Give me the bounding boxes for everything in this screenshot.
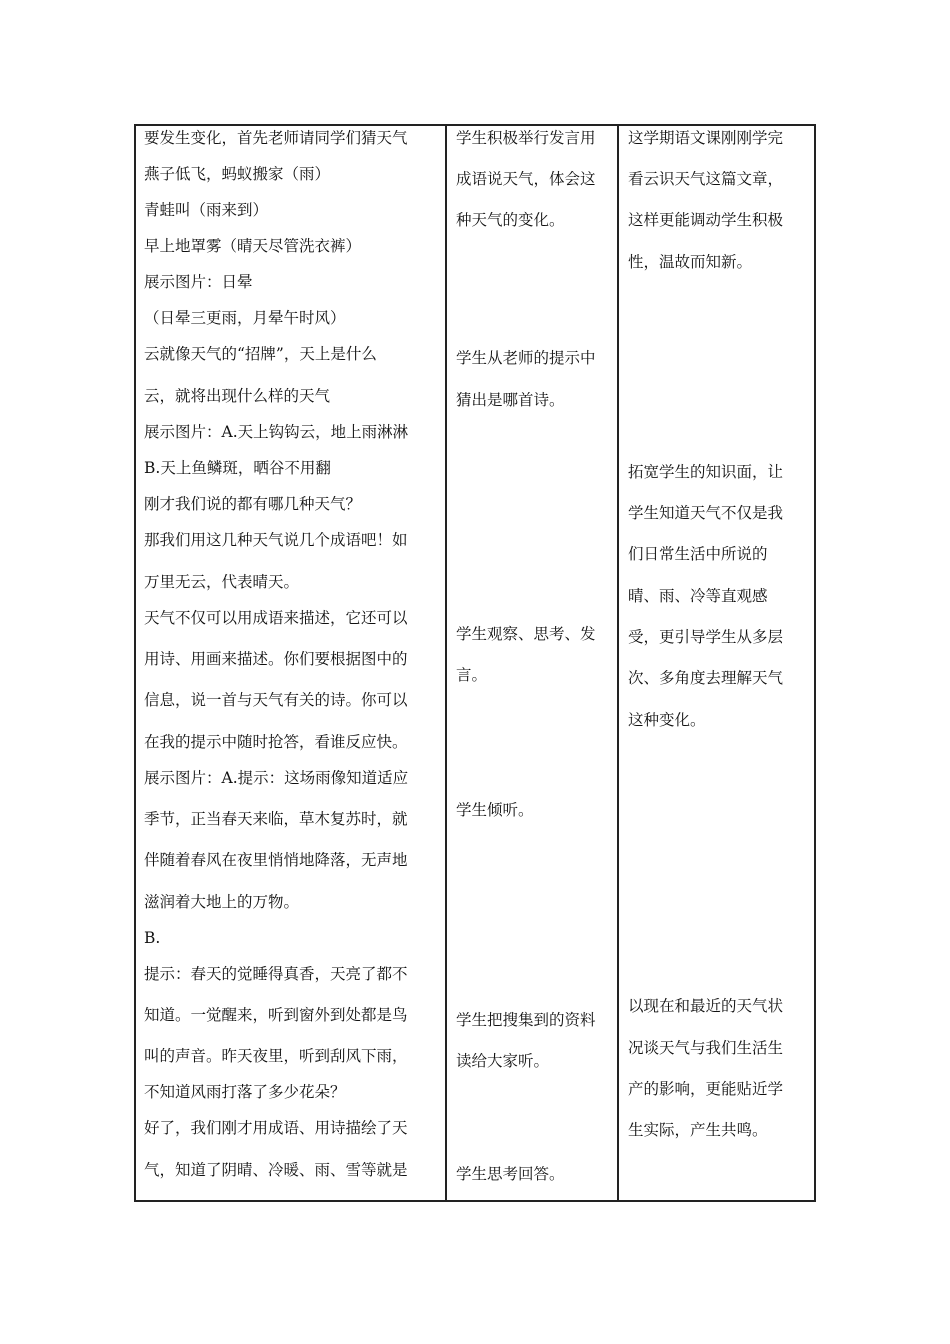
text-line: 叫的声音。昨天夜里，听到刮风下雨， xyxy=(144,1047,408,1065)
text-line: 早上地罩雾（晴天尽管洗衣裤） xyxy=(144,237,362,255)
text-line: B.天上鱼鳞斑，晒谷不用翻 xyxy=(144,459,331,477)
text-line: 学生知道天气不仅是我 xyxy=(628,504,784,522)
text-line: 况谈天气与我们生活生 xyxy=(628,1039,784,1057)
text-line: 学生观察、思考、发 xyxy=(456,625,596,643)
text-line: 成语说天气，体会这 xyxy=(456,170,596,188)
text-line: 拓宽学生的知识面，让 xyxy=(628,463,784,481)
text-line: 这样更能调动学生积极 xyxy=(628,211,784,229)
text-line: 气，知道了阴晴、冷暖、雨、雪等就是 xyxy=(144,1161,408,1179)
text-line: 知道。一觉醒来，听到窗外到处都是鸟 xyxy=(144,1006,408,1024)
text-line: 学生从老师的提示中 xyxy=(456,349,596,367)
text-line: 信息，说一首与天气有关的诗。你可以 xyxy=(144,691,408,709)
text-line: 万里无云，代表晴天。 xyxy=(144,573,300,591)
text-line: 这学期语文课刚刚学完 xyxy=(628,129,784,147)
text-line: 看云识天气这篇文章， xyxy=(628,170,784,188)
text-line: 受，更引导学生从多层 xyxy=(628,628,784,646)
text-line: 种天气的变化。 xyxy=(456,211,565,229)
text-line: 展示图片：日晕 xyxy=(144,273,253,291)
text-line: 学生把搜集到的资料 xyxy=(456,1011,596,1029)
text-line: 学生倾听。 xyxy=(456,801,534,819)
text-line: 好了，我们刚才用成语、用诗描绘了天 xyxy=(144,1119,408,1137)
text-line: 燕子低飞，蚂蚁搬家（雨） xyxy=(144,165,331,183)
text-line: 季节，正当春天来临，草木复苏时，就 xyxy=(144,810,408,828)
text-line: 性，温故而知新。 xyxy=(628,253,753,271)
text-line: 展示图片：A.提示：这场雨像知道适应 xyxy=(144,769,409,787)
text-line: 展示图片：A.天上钩钩云，地上雨淋淋 xyxy=(144,423,409,441)
lesson-plan-table xyxy=(134,124,816,1202)
column-divider xyxy=(617,126,619,1200)
text-line: B. xyxy=(144,929,161,947)
text-line: 要发生变化，首先老师请同学们猜天气 xyxy=(144,129,408,147)
text-line: （日晕三更雨，月晕午时风） xyxy=(144,309,346,327)
text-line: 读给大家听。 xyxy=(456,1052,550,1070)
text-line: 滋润着大地上的万物。 xyxy=(144,893,300,911)
text-line: 云，就将出现什么样的天气 xyxy=(144,387,331,405)
text-line: 提示：春天的觉睡得真香，天亮了都不 xyxy=(144,965,408,983)
text-line: 们日常生活中所说的 xyxy=(628,545,768,563)
text-line: 这种变化。 xyxy=(628,711,706,729)
text-line: 学生思考回答。 xyxy=(456,1165,565,1183)
text-line: 不知道风雨打落了多少花朵？ xyxy=(144,1083,346,1101)
column-divider xyxy=(445,126,447,1200)
text-line: 以现在和最近的天气状 xyxy=(628,997,784,1015)
text-line: 产的影响，更能贴近学 xyxy=(628,1080,784,1098)
text-line: 生实际，产生共鸣。 xyxy=(628,1121,768,1139)
text-line: 晴、雨、冷等直观感 xyxy=(628,587,768,605)
text-line: 次、多角度去理解天气 xyxy=(628,669,784,687)
text-line: 那我们用这几种天气说几个成语吧！如 xyxy=(144,531,408,549)
text-line: 刚才我们说的都有哪几种天气？ xyxy=(144,495,362,513)
text-line: 学生积极举行发言用 xyxy=(456,129,596,147)
text-line: 伴随着春风在夜里悄悄地降落，无声地 xyxy=(144,851,408,869)
text-line: 天气不仅可以用成语来描述，它还可以 xyxy=(144,609,408,627)
text-line: 在我的提示中随时抢答，看谁反应快。 xyxy=(144,733,408,751)
text-line: 云就像天气的“招牌”，天上是什么 xyxy=(144,345,377,363)
text-line: 用诗、用画来描述。你们要根据图中的 xyxy=(144,650,408,668)
text-line: 言。 xyxy=(456,666,488,684)
text-line: 青蛙叫（雨来到） xyxy=(144,201,269,219)
text-line: 猜出是哪首诗。 xyxy=(456,391,565,409)
